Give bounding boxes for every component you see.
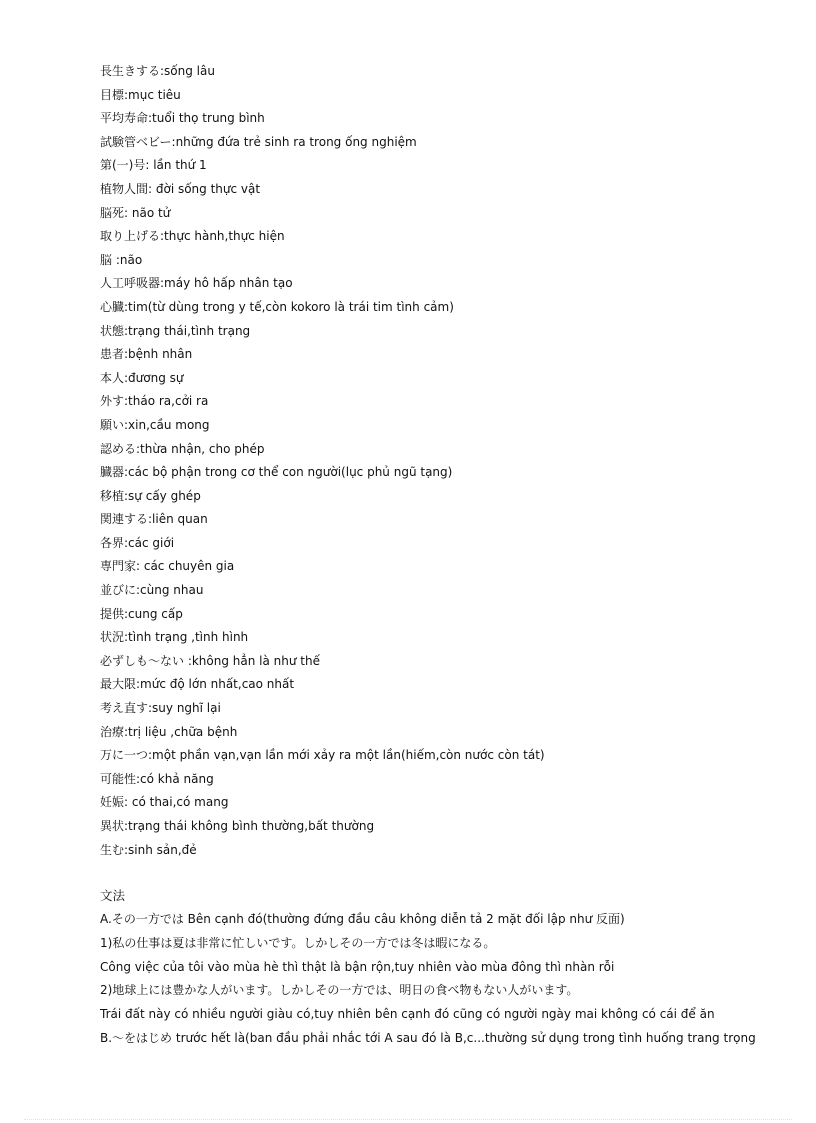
grammar-section: [100, 884, 756, 1051]
grammar-line: 2)地球上には豊かな人がいます。しかしその一方では、明日の食べ物もない人がいます。: [100, 983, 579, 998]
vocab-item: 状況:tình trạng ,tình hình: [100, 630, 249, 645]
vocab-item: 最大限:mức độ lớn nhất,cao nhất: [100, 677, 295, 692]
page-footer-divider: [24, 1119, 792, 1120]
vocab-item: 可能性:có khả năng: [100, 771, 214, 786]
vocab-item: 試験管ベビー:những đứa trẻ sinh ra trong ống nghiệm: [100, 134, 417, 149]
vocab-item: 関連する:liên quan: [100, 512, 208, 527]
vocab-item: 本人:đương sự: [100, 370, 184, 385]
vocab-item: 必ずしも〜ない :không hẳn là như thế: [100, 653, 320, 668]
vocab-item: 考え直す:suy nghĩ lại: [100, 701, 221, 716]
vocab-item: 各界:các giới: [100, 535, 175, 550]
grammar-heading: 文法: [100, 888, 126, 903]
vocab-item: 長生きする:sống lâu: [100, 64, 215, 78]
vocab-item: 状態:trạng thái,tình trạng: [100, 323, 251, 338]
vocab-item: 心臓:tim(từ dùng trong y tế,còn kokoro là trái tim tình cảm): [100, 299, 454, 314]
vocab-item: 願い:xin,cầu mong: [100, 417, 210, 432]
vocab-item: 提供:cung cấp: [100, 606, 183, 621]
vocab-item: 専門家: các chuyên gia: [100, 559, 235, 574]
vocab-item: 移植:sự cấy ghép: [100, 488, 201, 503]
vocab-item: 妊娠: có thai,có mang: [100, 795, 229, 810]
vocab-item: 並びに:cùng nhau: [100, 583, 204, 598]
grammar-line: A.その一方では Bên cạnh đó(thường đứng đầu câu không diễn tả 2 mặt đối lập như 反面): [100, 912, 625, 926]
vocab-item: 外す:tháo ra,cởi ra: [100, 394, 209, 409]
grammar-line: B.〜をはじめ trước hết là(ban đầu phải nhắc tới A sau đó là B,c...thường sử dụng trong tình huống trang trọng: [100, 1030, 756, 1045]
grammar-lines: [100, 908, 756, 1051]
vocab-item: 認める:thừa nhận, cho phép: [100, 441, 265, 456]
vocab-item: 異状:trạng thái không bình thường,bất thường: [100, 819, 375, 833]
vocab-item: 生む:sinh sản,đẻ: [100, 842, 197, 857]
vocab-item: 患者:bệnh nhân: [100, 347, 193, 362]
vocab-item: 万に一つ:một phần vạn,vạn lần mới xảy ra một lần(hiếm,còn nước còn tát): [100, 748, 545, 763]
grammar-line: 1)私の仕事は夏は非常に忙しいです。しかしその一方では冬は暇になる。: [100, 935, 496, 950]
grammar-line: Công việc của tôi vào mùa hè thì thật là bận rộn,tuy nhiên vào mùa đông thì nhàn rỗi: [100, 959, 615, 974]
vocab-item: 目標:mục tiêu: [100, 87, 181, 102]
grammar-line: Trái đất này có nhiều người giàu có,tuy nhiên bên cạnh đó cũng có người ngày mai không có cái để ăn: [100, 1007, 715, 1022]
vocab-item: 脳 :não: [100, 252, 143, 267]
vocab-item: 治療:trị liệu ,chữa bệnh: [100, 724, 238, 739]
vocab-item: 取り上げる:thực hành,thực hiện: [100, 229, 285, 244]
vocab-item: 脳死: não tử: [100, 205, 171, 220]
vocab-item: 植物人間: đời sống thực vật: [100, 181, 261, 196]
vocabulary-list: [100, 60, 545, 862]
vocab-item: 人工呼吸器:máy hô hấp nhân tạo: [100, 276, 293, 291]
vocab-item: 第(一)号: lần thứ 1: [100, 158, 207, 173]
vocab-item: 臓器:các bộ phận trong cơ thể con người(lục phủ ngũ tạng): [100, 465, 453, 480]
vocab-item: 平均寿命:tuổi thọ trung bình: [100, 111, 265, 126]
